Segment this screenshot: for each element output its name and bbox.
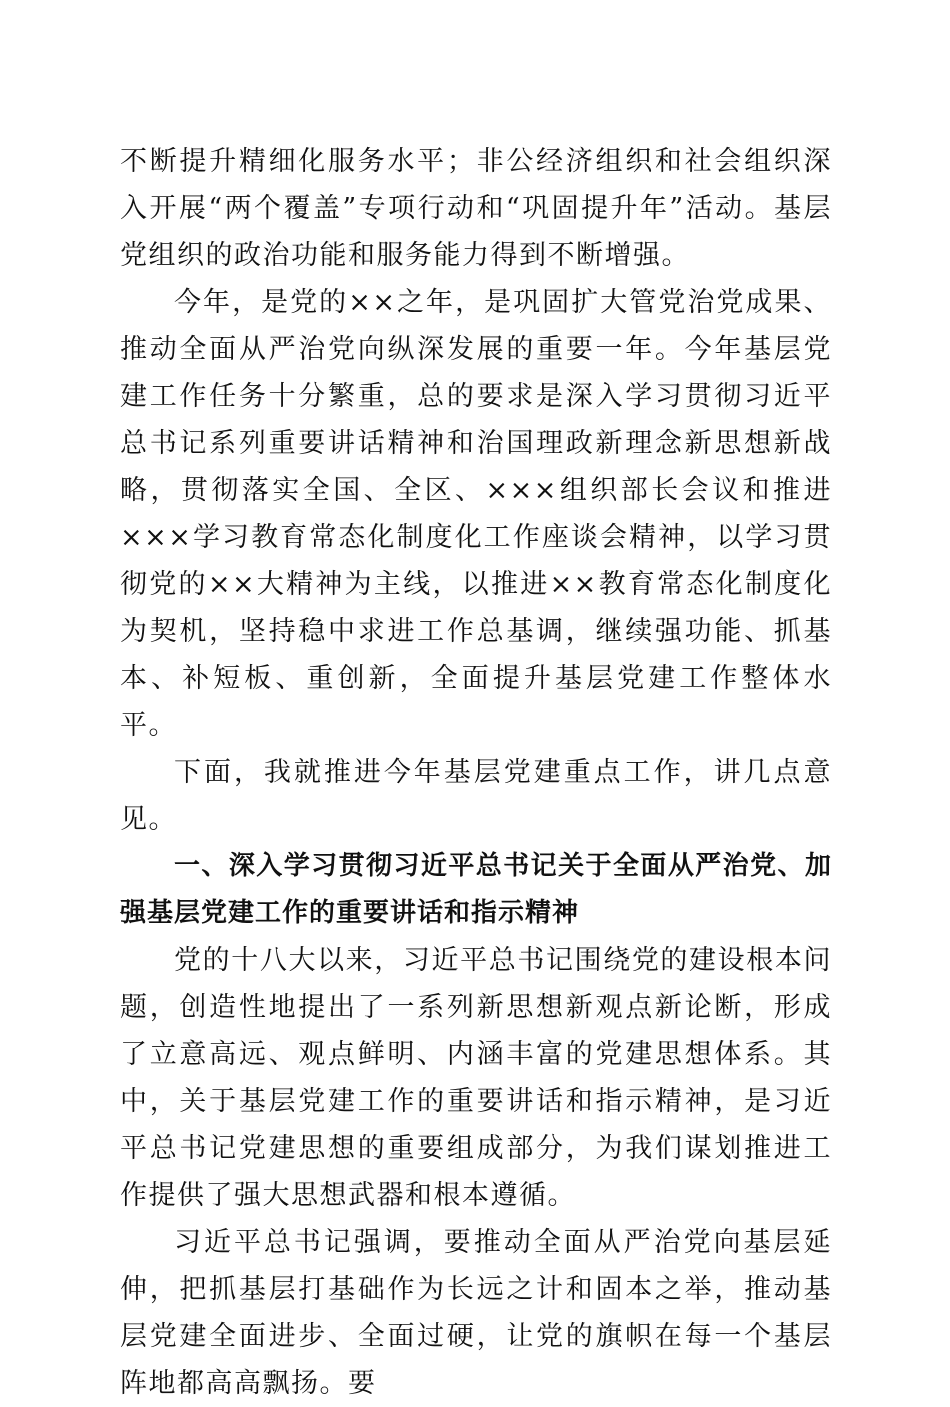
paragraph-since-18th-congress: 党的十八大以来，习近平总书记围绕党的建设根本问题，创造性地提出了一系列新思想新观点新论断，形成了立意高远、观点鲜明、内涵丰富的党建思想体系。其中，关于基层党建工作的重要讲话和指示精神，是习近平总书记党建思想的重要组成部分，为我们谋划推进工作提供了强大思想武器和根本遵循。 [120,945,832,1211]
paragraph-continued: 不断提升精细化服务水平；非公经济组织和社会组织深入开展“两个覆盖”专项行动和“巩固提升年”活动。基层党组织的政治功能和服务能力得到不断增强。 [120,146,832,271]
paragraph-xi-emphasized: 习近平总书记强调，要推动全面从严治党向基层延伸，把抓基层打基础作为长远之计和固本之举，推动基层党建全面进步、全面过硬，让党的旗帜在每一个基层阵地都高高飘扬。要 [120,1227,832,1399]
document-body [120,138,832,1407]
section-heading-one: 一、深入学习贯彻习近平总书记关于全面从严治党、加强基层党建工作的重要讲话和指示精神 [120,851,832,928]
paragraph-this-year: 今年，是党的××之年，是巩固扩大管党治党成果、推动全面从严治党向纵深发展的重要一年。今年基层党建工作任务十分繁重，总的要求是深入学习贯彻习近平总书记系列重要讲话精神和治国理政新理念新思想新战略，贯彻落实全国、全区、×××组织部长会议和推进×××学习教育常态化制度化工作座谈会精神，以学习贯彻党的××大精神为主线，以推进××教育常态化制度化为契机，坚持稳中求进工作总基调，继续强功能、抓基本、补短板、重创新，全面提升基层党建工作整体水平。 [120,287,832,741]
paragraph-intro-opinions: 下面，我就推进今年基层党建重点工作，讲几点意见。 [120,757,832,835]
